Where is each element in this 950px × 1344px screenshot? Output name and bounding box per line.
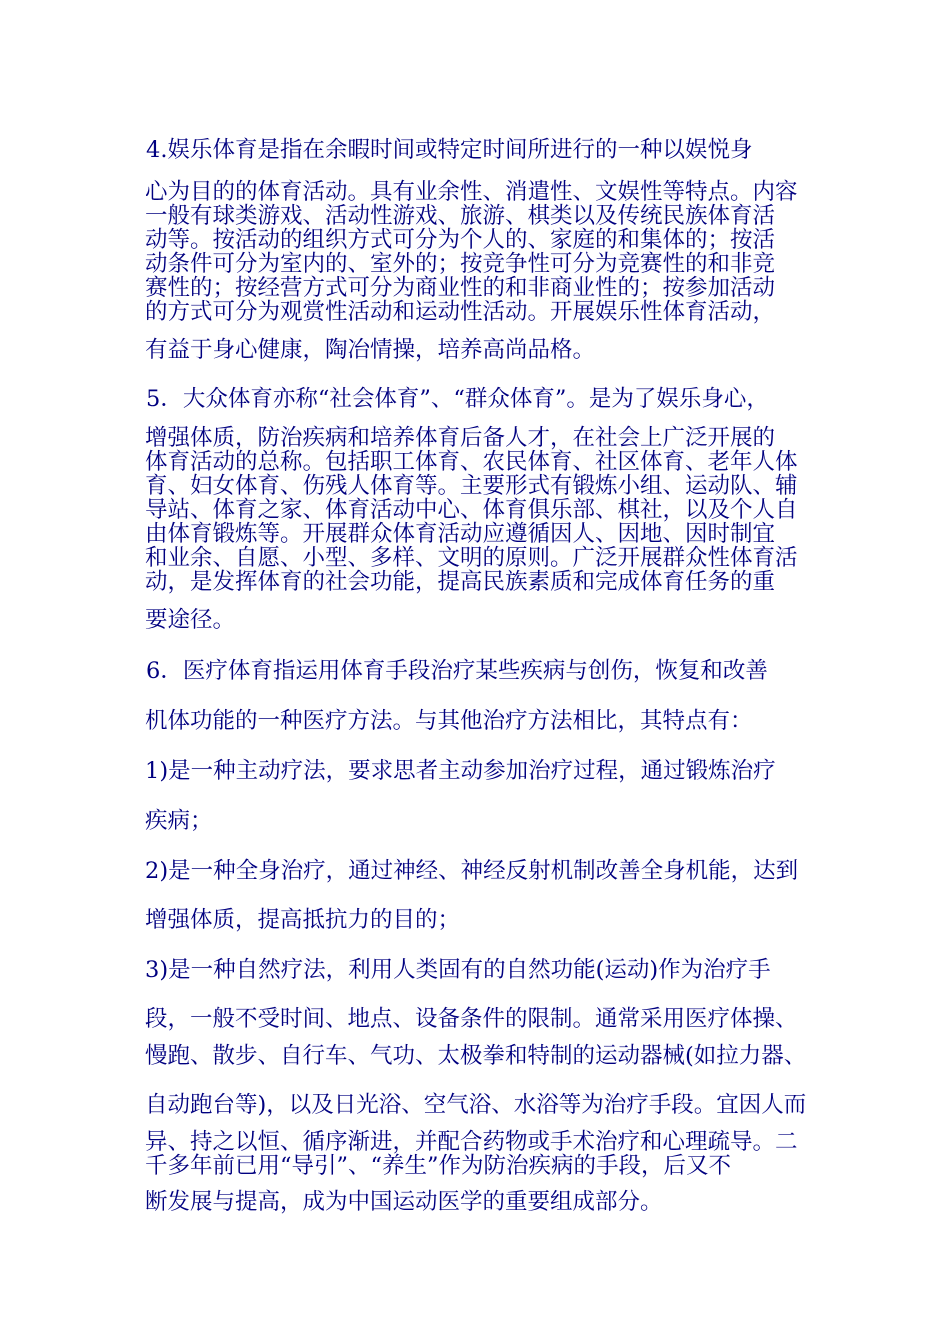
paragraph-5-line: 育、妇女体育、伤残人体育等。主要形式有锻炼小组、运动队、辅 <box>145 473 798 499</box>
paragraph-6-line: 6．医疗体育指运用体育手段治疗某些疾病与创伤，恢复和改善 <box>146 658 768 684</box>
paragraph-6-line: 2)是一种全身治疗，通过神经、神经反射机制改善全身机能，达到 <box>145 858 799 884</box>
paragraph-6-line: 增强体质，提高抵抗力的目的； <box>145 907 461 933</box>
paragraph-4-line: 赛性的；按经营方式可分为商业性的和非商业性的；按参加活动 <box>145 275 776 301</box>
paragraph-6-line: 段，一般不受时间、地点、设备条件的限制。通常采用医疗体操、 <box>145 1006 798 1032</box>
paragraph-4-line: 的方式可分为观赏性活动和运动性活动。开展娱乐性体育活动， <box>145 299 776 325</box>
paragraph-4-line: 心为目的的体育活动。具有业余性、消遣性、文娱性等特点。内容 <box>145 179 798 205</box>
paragraph-6-line: 3)是一种自然疗法，利用人类固有的自然功能(运动)作为治疗手 <box>145 957 771 983</box>
paragraph-6-line: 疾病； <box>145 808 213 834</box>
paragraph-4-line: 4.娱乐体育是指在余暇时间或特定时间所进行的一种以娱悦身 <box>146 137 753 163</box>
paragraph-5-line: 体育活动的总称。包括职工体育、农民体育、社区体育、老年人体 <box>145 449 798 475</box>
paragraph-4-line: 有益于身心健康，陶冶情操，培养高尚品格。 <box>145 337 596 363</box>
paragraph-6-line: 千多年前已用“导引”、“养生”作为防治疾病的手段，后又不 <box>145 1153 732 1179</box>
paragraph-6-line: 异、持之以恒、循序渐进，并配合药物或手术治疗和心理疏导。二 <box>145 1129 798 1155</box>
paragraph-4-line: 动等。按活动的组织方式可分为个人的、家庭的和集体的；按活 <box>145 227 776 253</box>
paragraph-6-line: 1)是一种主动疗法，要求思者主动参加治疗过程，通过锻炼治疗 <box>145 758 776 784</box>
paragraph-6-line: 断发展与提高，成为中国运动医学的重要组成部分。 <box>145 1189 663 1215</box>
paragraph-5-line: 增强体质，防治疾病和培养体育后备人才，在社会上广泛开展的 <box>145 425 776 451</box>
paragraph-5-line: 要途径。 <box>145 607 236 633</box>
paragraph-6-line: 慢跑、散步、自行车、气功、太极拳和特制的运动器械(如拉力器、 <box>145 1043 807 1069</box>
paragraph-5-line: 导站、体育之家、体育活动中心、体育俱乐部、棋社，以及个人自 <box>145 497 798 523</box>
paragraph-5-line: 5．大众体育亦称“社会体育”、“群众体育”。是为了娱乐身心， <box>146 386 769 412</box>
paragraph-6-line: 自动跑台等)，以及日光浴、空气浴、水浴等为治疗手段。宜因人而 <box>145 1092 807 1118</box>
paragraph-6-line: 机体功能的一种医疗方法。与其他治疗方法相比，其特点有： <box>145 708 753 734</box>
paragraph-5-line: 动，是发挥体育的社会功能，提高民族素质和完成体育任务的重 <box>145 569 776 595</box>
paragraph-4-line: 一般有球类游戏、活动性游戏、旅游、棋类以及传统民族体育活 <box>145 203 776 229</box>
paragraph-4-line: 动条件可分为室内的、室外的；按竞争性可分为竞赛性的和非竞 <box>145 251 776 277</box>
paragraph-5-line: 由体育锻炼等。开展群众体育活动应遵循因人、因地、因时制宜 <box>145 521 776 547</box>
paragraph-5-line: 和业余、自愿、小型、多样、文明的原则。广泛开展群众性体育活 <box>145 545 798 571</box>
